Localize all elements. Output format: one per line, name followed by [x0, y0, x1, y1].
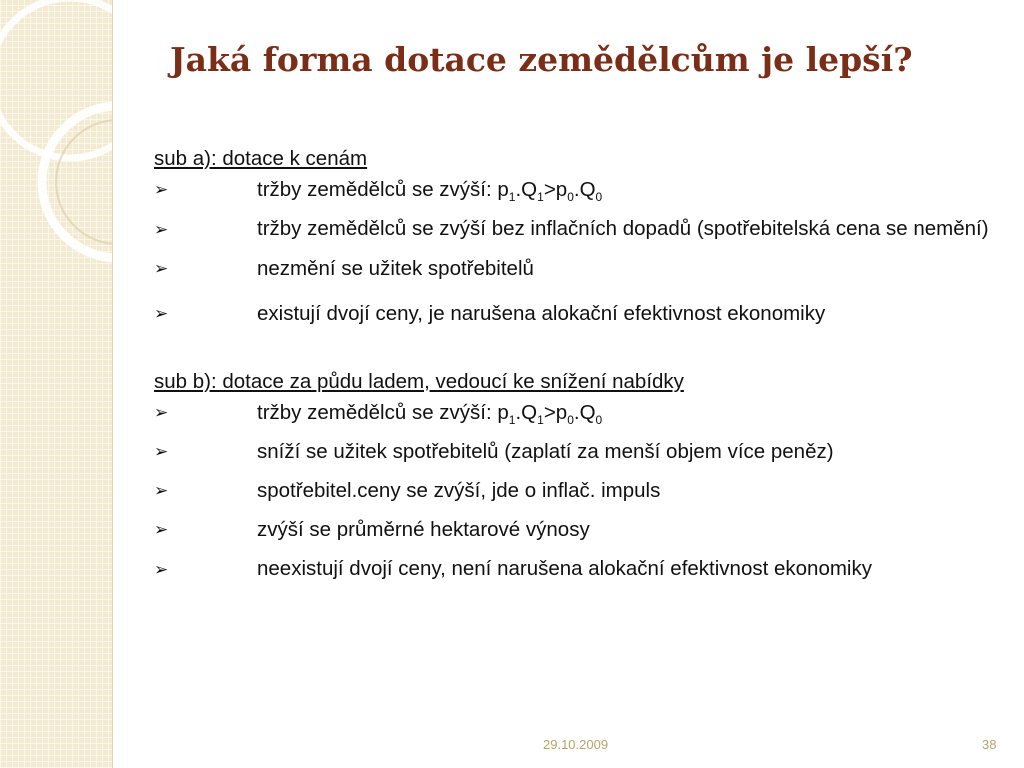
list-item [154, 298, 989, 329]
arrow-bullet-icon: ➢ [154, 481, 169, 500]
bullet-text: zvýší se průměrné hektarové výnosy [257, 518, 590, 541]
arrow-bullet-icon: ➢ [154, 259, 169, 278]
slide-content [154, 143, 989, 585]
bullet-text: tržby zemědělců se zvýší: $p_1.Q_1>p_0.Q_0$ [257, 178, 603, 205]
list-item [154, 553, 989, 585]
section-a-heading: sub a): dotace k cenám [154, 147, 368, 170]
list-item [154, 397, 989, 428]
arrow-bullet-icon: ➢ [154, 304, 169, 323]
list-item [154, 174, 989, 205]
bullet-text: tržby zemědělců se zvýší bez inflačních dopadů (spotřebitelská cena se nemění) [257, 217, 989, 240]
list-item [154, 253, 989, 284]
list-item [154, 475, 989, 506]
list-item [154, 213, 989, 245]
decorative-circles [0, 0, 112, 768]
arrow-bullet-icon: ➢ [154, 442, 169, 461]
list-item [154, 436, 989, 467]
bullet-text: tržby zemědělců se zvýší: $p_1.Q_1>p_0.Q_0$ [257, 401, 603, 428]
section-b-heading: sub b): dotace za půdu ladem, vedoucí ke snížení nabídky [154, 370, 684, 393]
arrow-bullet-icon: ➢ [154, 520, 169, 539]
arrow-bullet-icon: ➢ [154, 403, 169, 422]
list-item [154, 514, 989, 545]
arrow-bullet-icon: ➢ [154, 220, 169, 239]
bullet-text: sníží se užitek spotřebitelů (zaplatí za menší objem více peněz) [257, 440, 834, 463]
bullet-text: spotřebitel.ceny se zvýší, jde o inflač. impuls [257, 479, 661, 502]
bullet-text: neexistují dvojí ceny, není narušena alokační efektivnost ekonomiky [257, 557, 872, 580]
decorative-sidebar [0, 0, 113, 768]
bullet-text: nezmění se užitek spotřebitelů [257, 257, 534, 280]
bullet-text: existují dvojí ceny, je narušena alokační efektivnost ekonomiky [257, 302, 826, 325]
arrow-bullet-icon: ➢ [154, 560, 169, 579]
slide-title: Jaká forma dotace zemědělcům je lepší? [170, 40, 913, 79]
arrow-bullet-icon: ➢ [154, 180, 169, 199]
slide-date: 29.10.2009 [543, 737, 609, 752]
slide-page-number: 38 [982, 737, 997, 752]
